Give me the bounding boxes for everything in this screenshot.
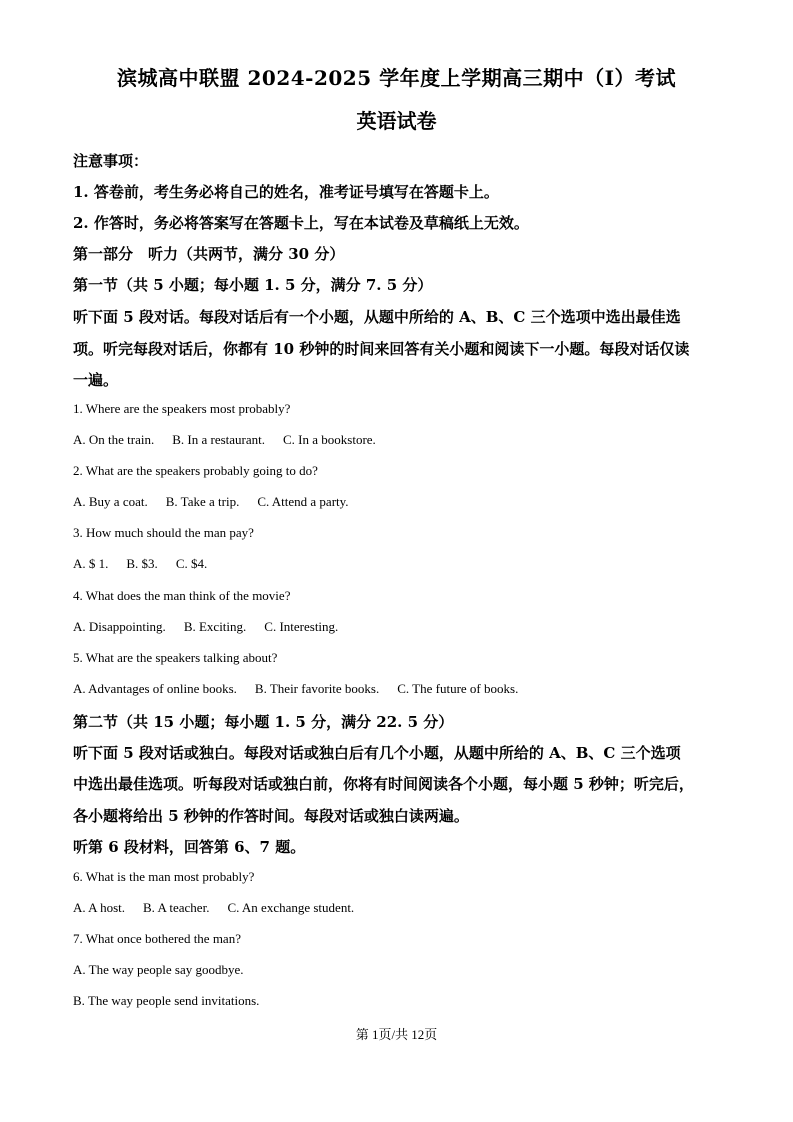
option-a: A. $ 1. <box>73 556 109 571</box>
exam-subject: 英语试卷 <box>356 109 437 133</box>
option-a: A. Disappointing. <box>73 619 166 634</box>
question-7-option-a: A. The way people say goodbye. <box>73 962 244 977</box>
option-b: B. Take a trip. <box>165 494 240 509</box>
section2-instructions-line3: 各小题将给出 5 秒钟的作答时间。每段对话或独白读两遍。 <box>73 807 469 825</box>
question-7-option-b: B. The way people send invitations. <box>73 993 260 1008</box>
question-5: 5. What are the speakers talking about? <box>73 650 278 665</box>
option-a: A. Buy a coat. <box>73 494 148 509</box>
section1-instructions-line3: 一遍。 <box>73 371 119 389</box>
section2-instructions-line1: 听下面 5 段对话或独白。每段对话或独白后有几个小题，从题中所给的 A、B、C 三个选项 <box>73 744 681 762</box>
note-item-2: 2. 作答时，务必将答案写在答题卡上，写在本试卷及草稿纸上无效。 <box>73 214 529 232</box>
question-7: 7. What once bothered the man? <box>73 931 241 946</box>
note-item-1: 1. 答卷前，考生务必将自己的姓名，准考证号填写在答题卡上。 <box>73 183 499 201</box>
options-1 <box>73 432 394 448</box>
section1-instructions-line1: 听下面 5 段对话。每段对话后有一个小题，从题中所给的 A、B、C 三个选项中选出最佳选 <box>73 308 681 326</box>
options-5 <box>73 681 536 697</box>
option-a: A. Advantages of online books. <box>73 681 237 696</box>
section1-instructions-line2: 项。听完每段对话后，你都有 10 秒钟的时间来回答有关小题和阅读下一小题。每段对话仅读 <box>73 340 690 358</box>
option-b: B. Their favorite books. <box>254 681 380 696</box>
page-number: 第 1页/共 12页 <box>355 1027 438 1042</box>
options-6 <box>73 900 372 916</box>
section2-instructions-line2: 中选出最佳选项。听每段对话或独白前，你将有时间阅读各个小题，每小题 5 秒钟；听完后， <box>73 775 694 793</box>
notes-heading: 注意事项： <box>73 152 149 170</box>
question-1: 1. Where are the speakers most probably? <box>73 401 291 416</box>
option-c: C. Interesting. <box>264 619 339 634</box>
option-b: B. $3. <box>126 556 158 571</box>
option-a: A. On the train. <box>73 432 155 447</box>
option-c: C. In a bookstore. <box>283 432 376 447</box>
option-c: C. Attend a party. <box>257 494 349 509</box>
question-2: 2. What are the speakers probably going to do? <box>73 463 318 478</box>
option-a: A. A host. <box>73 900 126 915</box>
question-4: 4. What does the man think of the movie? <box>73 588 291 603</box>
exam-title: 滨城高中联盟 2024-2025 学年度上学期高三期中（I）考试 <box>117 66 676 90</box>
option-c: C. An exchange student. <box>227 900 355 915</box>
option-c: C. The future of books. <box>397 681 519 696</box>
question-3: 3. How much should the man pay? <box>73 525 254 540</box>
section2-heading: 第二节（共 15 小题；每小题 1. 5 分，满分 22. 5 分） <box>73 713 454 731</box>
option-b: B. In a restaurant. <box>172 432 266 447</box>
question-6: 6. What is the man most probably? <box>73 869 255 884</box>
option-b: B. A teacher. <box>143 900 210 915</box>
part1-heading: 第一部分 听力（共两节，满分 30 分） <box>73 245 345 263</box>
options-3 <box>73 556 225 572</box>
section1-heading: 第一节（共 5 小题；每小题 1. 5 分，满分 7. 5 分） <box>73 276 433 294</box>
material-6-heading: 听第 6 段材料，回答第 6、7 题。 <box>73 838 306 856</box>
options-4 <box>73 619 356 635</box>
options-2 <box>73 494 367 510</box>
option-c: C. $4. <box>175 556 208 571</box>
option-b: B. Exciting. <box>183 619 247 634</box>
